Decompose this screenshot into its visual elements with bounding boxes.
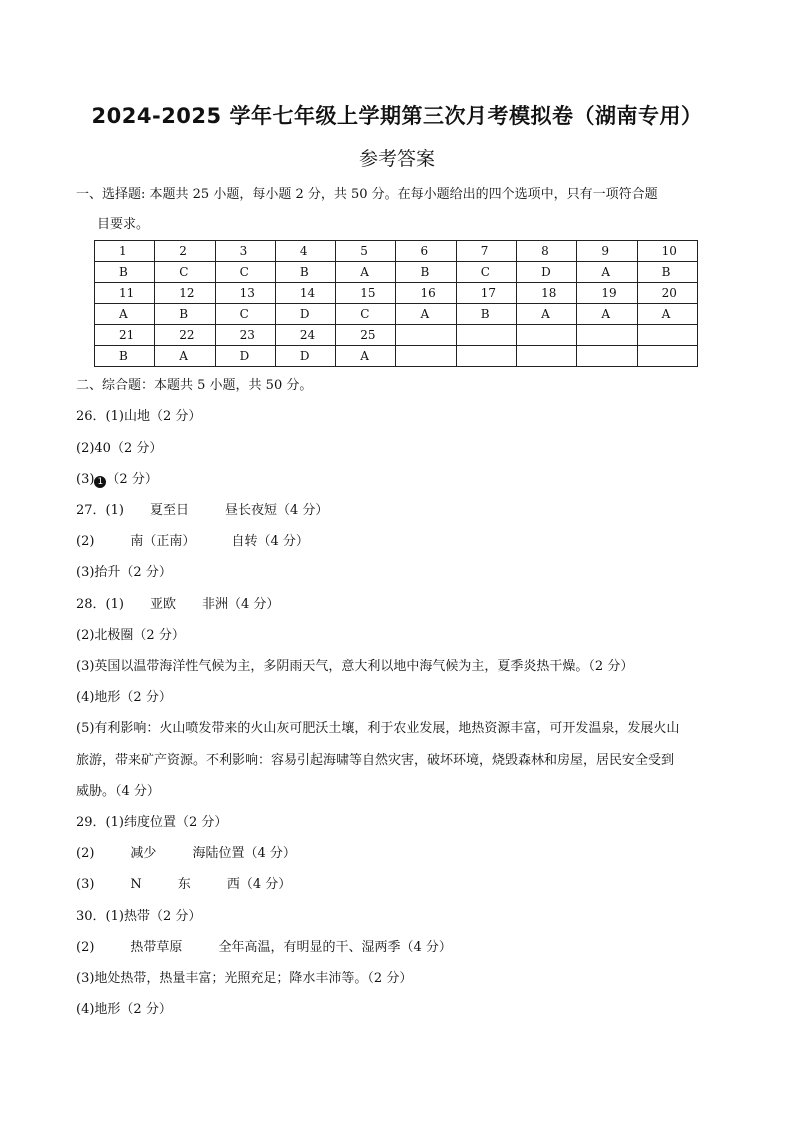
answer-28-4: (4)地形（2 分） [76, 690, 172, 705]
question-number-cell: 5 [336, 241, 396, 262]
question-number-cell: 3 [215, 241, 275, 262]
question-number-cell: 14 [275, 283, 335, 304]
answer-letter-cell: D [275, 346, 335, 367]
answer-29-2-part2: 海陆位置（4 分） [192, 846, 296, 861]
section1-heading: 一、选择题: 本题共 25 小题，每小题 2 分，共 50 分。在每小题给出的四个选项中，只有一项符合题 [76, 187, 658, 202]
question-number-cell: 6 [396, 241, 456, 262]
question-number-cell [517, 325, 577, 346]
question-number-cell: 21 [95, 325, 155, 346]
answer-letter-cell: D [517, 262, 577, 283]
answer-28-2: (2)北极圈（2 分） [76, 628, 185, 643]
answer-28-3: (3)英国以温带海洋性气候为主，多阴雨天气，意大利以地中海气候为主，夏季炎热干燥。（2 分） [76, 659, 634, 674]
answer-30-2 [76, 940, 452, 956]
answer-27-2 [76, 534, 309, 550]
circled-number-1-icon: 1 [94, 476, 106, 488]
answer-29-1: 29．(1)纬度位置（2 分） [76, 815, 228, 830]
answer-letter-cell: A [336, 262, 396, 283]
answer-letter-cell [637, 346, 697, 367]
answer-26-2: (2)40（2 分） [76, 441, 163, 456]
answer-28-5-line3: 威胁。（4 分） [76, 784, 160, 799]
answer-28-1-part2: 非洲（4 分） [201, 597, 280, 612]
answer-table-row [95, 262, 698, 283]
question-number-cell: 18 [517, 283, 577, 304]
answer-letter-cell: A [577, 304, 637, 325]
question-number-cell: 7 [456, 241, 516, 262]
answer-28-1-label: 28．(1) [76, 597, 124, 612]
answer-26-1: 26．(1)山地（2 分） [76, 409, 202, 424]
answer-30-1: 30．(1)热带（2 分） [76, 909, 202, 924]
question-number-cell: 23 [215, 325, 275, 346]
question-number-cell [637, 325, 697, 346]
answer-letter-cell: A [577, 262, 637, 283]
answer-letter-cell: B [396, 262, 456, 283]
answer-letter-cell [456, 346, 516, 367]
answer-letter-cell: A [396, 304, 456, 325]
question-number-cell: 19 [577, 283, 637, 304]
section1-heading-cont: 目要求。 [97, 217, 150, 232]
answer-30-2-part2: 全年高温，有明显的干、湿两季（4 分） [218, 940, 452, 955]
answer-letter-cell: C [336, 304, 396, 325]
answer-table-row [95, 325, 698, 346]
question-number-cell: 9 [577, 241, 637, 262]
question-number-cell: 4 [275, 241, 335, 262]
answer-28-5-line1: (5)有利影响：火山喷发带来的火山灰可肥沃土壤，利于农业发展，地热资源丰富，可开发温泉，发展火山 [76, 721, 680, 736]
answer-27-1 [76, 503, 328, 519]
page-subtitle: 参考答案 [358, 148, 435, 170]
question-number-cell: 15 [336, 283, 396, 304]
answer-29-3-part2: 东 [177, 877, 191, 892]
answer-letter-cell [396, 346, 456, 367]
question-number-cell: 8 [517, 241, 577, 262]
answer-28-5-line2: 旅游，带来矿产资源。不利影响：容易引起海啸等自然灾害，破坏环境，烧毁森林和房屋，居民安全受到 [76, 753, 675, 768]
answer-table-row [95, 241, 698, 262]
answer-letter-cell: D [215, 346, 275, 367]
question-number-cell: 17 [456, 283, 516, 304]
answer-29-3-part1: N [130, 877, 142, 892]
answer-27-2-label: (2) [76, 534, 95, 549]
answer-letter-cell [517, 346, 577, 367]
answer-letter-cell: A [637, 304, 697, 325]
answer-letter-cell: C [215, 262, 275, 283]
answer-29-3-part3: 西（4 分） [226, 877, 292, 892]
answer-29-2 [76, 846, 296, 862]
answer-letter-cell: A [155, 346, 215, 367]
answer-letter-cell: C [155, 262, 215, 283]
answer-26-3-score: （2 分） [106, 472, 158, 487]
answer-table-row [95, 346, 698, 367]
answer-27-1-part2: 昼长夜短（4 分） [224, 503, 329, 518]
answer-letter-cell: A [517, 304, 577, 325]
answer-letter-cell: D [275, 304, 335, 325]
answer-29-3 [76, 877, 291, 893]
question-number-cell: 20 [637, 283, 697, 304]
answer-letter-cell [577, 346, 637, 367]
answer-28-1-part1: 亚欧 [149, 597, 176, 612]
question-number-cell [396, 325, 456, 346]
question-number-cell: 13 [215, 283, 275, 304]
answer-letter-cell: B [95, 346, 155, 367]
answer-27-2-part1: 南（正南） [130, 534, 196, 549]
answer-letter-cell: A [336, 346, 396, 367]
question-number-cell: 16 [396, 283, 456, 304]
answer-29-3-label: (3) [76, 877, 95, 892]
question-number-cell [456, 325, 516, 346]
question-number-cell: 22 [155, 325, 215, 346]
answer-27-1-part1: 夏至日 [149, 503, 189, 518]
answer-table [94, 240, 698, 367]
answer-table-row [95, 304, 698, 325]
answer-26-3-prefix: (3) [76, 472, 95, 487]
answer-table-row [95, 283, 698, 304]
answer-letter-cell: C [456, 262, 516, 283]
question-number-cell [577, 325, 637, 346]
answer-28-1 [76, 597, 279, 613]
page-title: 2024-2025 学年七年级上学期第三次月考模拟卷（湖南专用） [91, 104, 703, 128]
answer-29-2-part1: 减少 [130, 846, 157, 861]
answer-27-1-label: 27．(1) [76, 503, 124, 518]
answer-27-2-part2: 自转（4 分） [231, 534, 309, 549]
question-number-cell: 1 [95, 241, 155, 262]
answer-letter-cell: B [155, 304, 215, 325]
answer-27-3: (3)抬升（2 分） [76, 565, 172, 580]
question-number-cell: 10 [637, 241, 697, 262]
question-number-cell: 2 [155, 241, 215, 262]
answer-letter-cell: B [95, 262, 155, 283]
answer-letter-cell: B [637, 262, 697, 283]
answer-letter-cell: A [95, 304, 155, 325]
answer-letter-cell: C [215, 304, 275, 325]
answer-26-3 [76, 472, 158, 488]
answer-30-2-label: (2) [76, 940, 95, 955]
answer-30-2-part1: 热带草原 [130, 940, 183, 955]
question-number-cell: 24 [275, 325, 335, 346]
question-number-cell: 25 [336, 325, 396, 346]
question-number-cell: 12 [155, 283, 215, 304]
answer-letter-cell: B [275, 262, 335, 283]
question-number-cell: 11 [95, 283, 155, 304]
section2-heading: 二、综合题：本题共 5 小题，共 50 分。 [76, 378, 313, 393]
answer-30-3: (3)地处热带，热量丰富；光照充足；降水丰沛等。（2 分） [76, 971, 413, 986]
answer-letter-cell: B [456, 304, 516, 325]
answer-29-2-label: (2) [76, 846, 95, 861]
answer-30-4: (4)地形（2 分） [76, 1002, 172, 1017]
